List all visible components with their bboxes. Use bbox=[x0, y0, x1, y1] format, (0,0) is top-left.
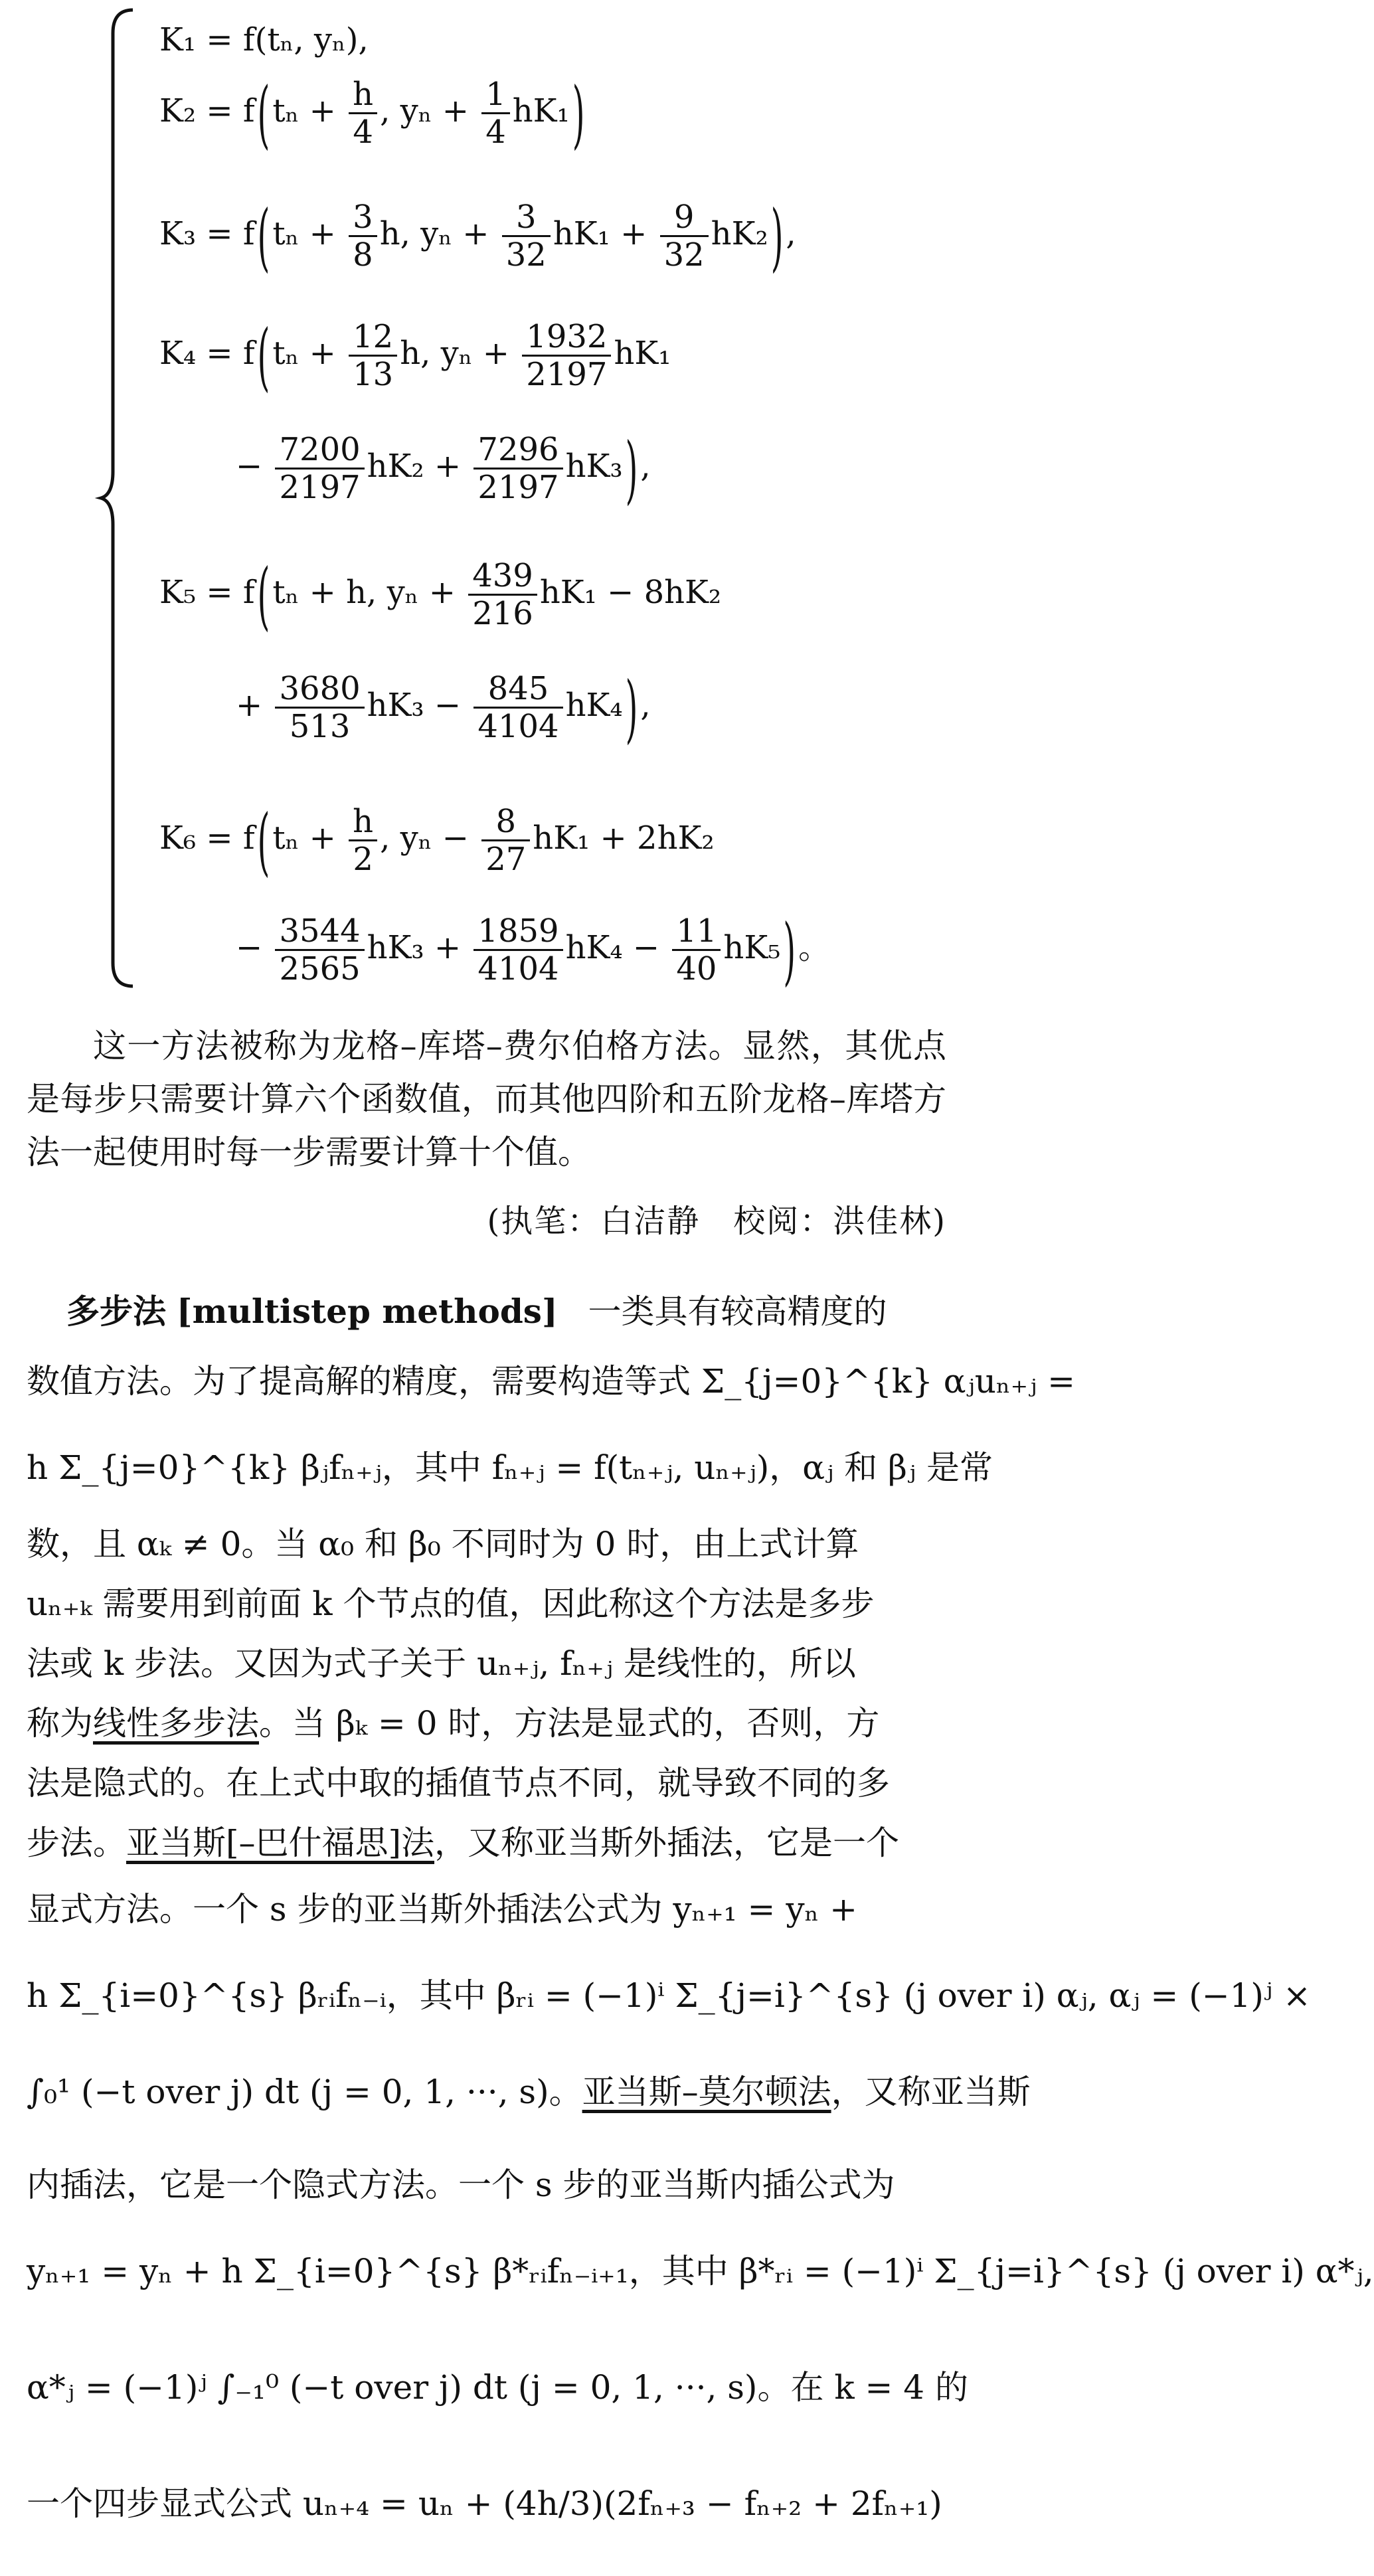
eq-k5: K₅ = f(tₙ + h, yₙ + $\frac{439}{216}$ hK₁ − 8hK₂ bbox=[159, 553, 722, 640]
entry-line-15: α*ⱼ = (−1)ʲ ∫₋₁⁰ (−t over j) dt (j = 0, 1, ···, s)。在 k = 4 的 bbox=[27, 2368, 969, 2407]
fraction: $\frac{7296}{2197}$ bbox=[473, 432, 562, 505]
eq-k2: K₂ = f(tₙ + $\frac{h}{4}$ , yₙ + $\frac{1}{4}$ hK₁) bbox=[159, 72, 585, 158]
entry-line-3: h Σ_{j=0}^{k} βⱼfₙ₊ⱼ，其中 fₙ₊ⱼ = f(tₙ₊ⱼ, uₙ₊ⱼ)，αⱼ 和 βⱼ 是常 bbox=[27, 1448, 993, 1487]
fraction: $\frac{11}{40}$ bbox=[672, 913, 721, 987]
entry-line-6: 法或 k 步法。又因为式子关于 uₙ₊ⱼ, fₙ₊ⱼ 是线性的，所以 bbox=[27, 1644, 856, 1683]
fraction: $\frac{1}{4}$ bbox=[481, 76, 510, 150]
eq-k5-cont: + $\frac{3680}{513}$ hK₃ − $\frac{845}{4104}$ hK₄), bbox=[236, 666, 651, 752]
entry-line-5: uₙ₊ₖ 需要用到前面 k 个节点的值，因此称这个方法是多步 bbox=[27, 1585, 875, 1623]
fraction: $\frac{3}{32}$ bbox=[502, 199, 551, 273]
fraction: $\frac{3680}{513}$ bbox=[275, 671, 364, 744]
fraction: $\frac{3544}{2565}$ bbox=[275, 913, 364, 987]
entry-line-4: 数，且 αₖ ≠ 0。当 α₀ 和 β₀ 不同时为 0 时，由上式计算 bbox=[27, 1525, 859, 1563]
entry-line-1: 多步法 [multistep methods] 一类具有较高精度的 bbox=[66, 1292, 887, 1331]
entry-line-14: yₙ₊₁ = yₙ + h Σ_{i=0}^{s} β*ᵣᵢfₙ₋ᵢ₊₁，其中 β*ᵣᵢ = (−1)ⁱ Σ_{j=i}^{s} (j over i) α*ⱼ, bbox=[27, 2252, 1374, 2290]
eq-k3: K₃ = f(tₙ + $\frac{3}{8}$ h, yₙ + $\frac{3}{32}$ hK₁ + $\frac{9}{32}$ hK₂), bbox=[159, 195, 796, 281]
eq-k4: K₄ = f(tₙ + $\frac{12}{13}$ h, yₙ + $\frac{1932}{2197}$ hK₁ bbox=[159, 314, 671, 400]
entry-title-en: [multistep methods] bbox=[176, 1292, 558, 1331]
fraction: $\frac{12}{13}$ bbox=[349, 319, 397, 392]
fraction: $\frac{439}{216}$ bbox=[468, 558, 537, 632]
fraction: $\frac{h}{2}$ bbox=[349, 804, 377, 877]
entry-line-9: 步法。亚当斯[–巴什福思]法，又称亚当斯外插法，它是一个 bbox=[27, 1824, 900, 1862]
entry-line-8: 法是隐式的。在上式中取的插值节点不同，就导致不同的多 bbox=[27, 1764, 890, 1802]
entry-line-12: ∫₀¹ (−t over j) dt (j = 0, 1, ···, s)。亚当斯–莫尔顿法，又称亚当斯 bbox=[27, 2073, 1031, 2111]
term-linear-multistep[interactable]: 线性多步法 bbox=[93, 1704, 259, 1743]
eq-k6-cont: − $\frac{3544}{2565}$ hK₃ + $\frac{1859}{4104}$ hK₄ − $\frac{11}{40}$ hK₅)。 bbox=[236, 908, 831, 995]
fraction: $\frac{9}{32}$ bbox=[660, 199, 709, 273]
left-brace bbox=[100, 7, 139, 989]
rkf-equation-system bbox=[100, 7, 923, 995]
entry-line-2: 数值方法。为了提高解的精度，需要构造等式 Σ_{j=0}^{k} αⱼuₙ₊ⱼ = bbox=[27, 1362, 1075, 1401]
entry-line-7: 称为线性多步法。当 βₖ = 0 时，方法是显式的，否则，方 bbox=[27, 1704, 880, 1743]
fraction: $\frac{1859}{4104}$ bbox=[473, 913, 562, 987]
entry-line-13: 内插法，它是一个隐式方法。一个 s 步的亚当斯内插公式为 bbox=[27, 2166, 895, 2204]
term-adams-moulton[interactable]: 亚当斯–莫尔顿法 bbox=[582, 2073, 831, 2111]
entry-line-16: 一个四步显式公式 uₙ₊₄ = uₙ + (4h/3)(2fₙ₊₃ − fₙ₊₂ + 2fₙ₊₁) bbox=[27, 2484, 942, 2523]
fraction: $\frac{7200}{2197}$ bbox=[275, 432, 364, 505]
fraction: $\frac{3}{8}$ bbox=[349, 199, 377, 273]
author-signature: (执笔：白洁静 校阅：洪佳林) bbox=[487, 1203, 946, 1240]
eq-k6: K₆ = f(tₙ + $\frac{h}{2}$ , yₙ − $\frac{8}{27}$ hK₁ + 2hK₂ bbox=[159, 799, 715, 885]
eq-k4-cont: − $\frac{7200}{2197}$ hK₂ + $\frac{7296}{2197}$ hK₃), bbox=[236, 427, 651, 513]
fraction: $\frac{h}{4}$ bbox=[349, 76, 377, 150]
fraction: $\frac{1932}{2197}$ bbox=[522, 319, 611, 392]
entry-line-10: 显式方法。一个 s 步的亚当斯外插法公式为 yₙ₊₁ = yₙ + bbox=[27, 1890, 858, 1929]
fraction: $\frac{845}{4104}$ bbox=[473, 671, 562, 744]
term-adams-bashforth[interactable]: 亚当斯[–巴什福思]法 bbox=[126, 1824, 435, 1862]
eq-k1: K₁ = f(tₙ, yₙ), bbox=[159, 21, 369, 58]
entry-line-11: h Σ_{i=0}^{s} βᵣᵢfₙ₋ᵢ，其中 βᵣᵢ = (−1)ⁱ Σ_{j=i}^{s} (j over i) αⱼ, αⱼ = (−1)ʲ × bbox=[27, 1976, 1311, 2015]
fraction: $\frac{8}{27}$ bbox=[481, 804, 530, 877]
rkf-description-paragraph: 这一方法被称为龙格–库塔–费尔伯格方法。显然，其优点是每步只需要计算六个函数值，而其他四阶和五阶龙格–库塔方法一起使用时每一步需要计算十个值。 bbox=[27, 1027, 946, 1171]
entry-title: 多步法 bbox=[66, 1292, 166, 1331]
